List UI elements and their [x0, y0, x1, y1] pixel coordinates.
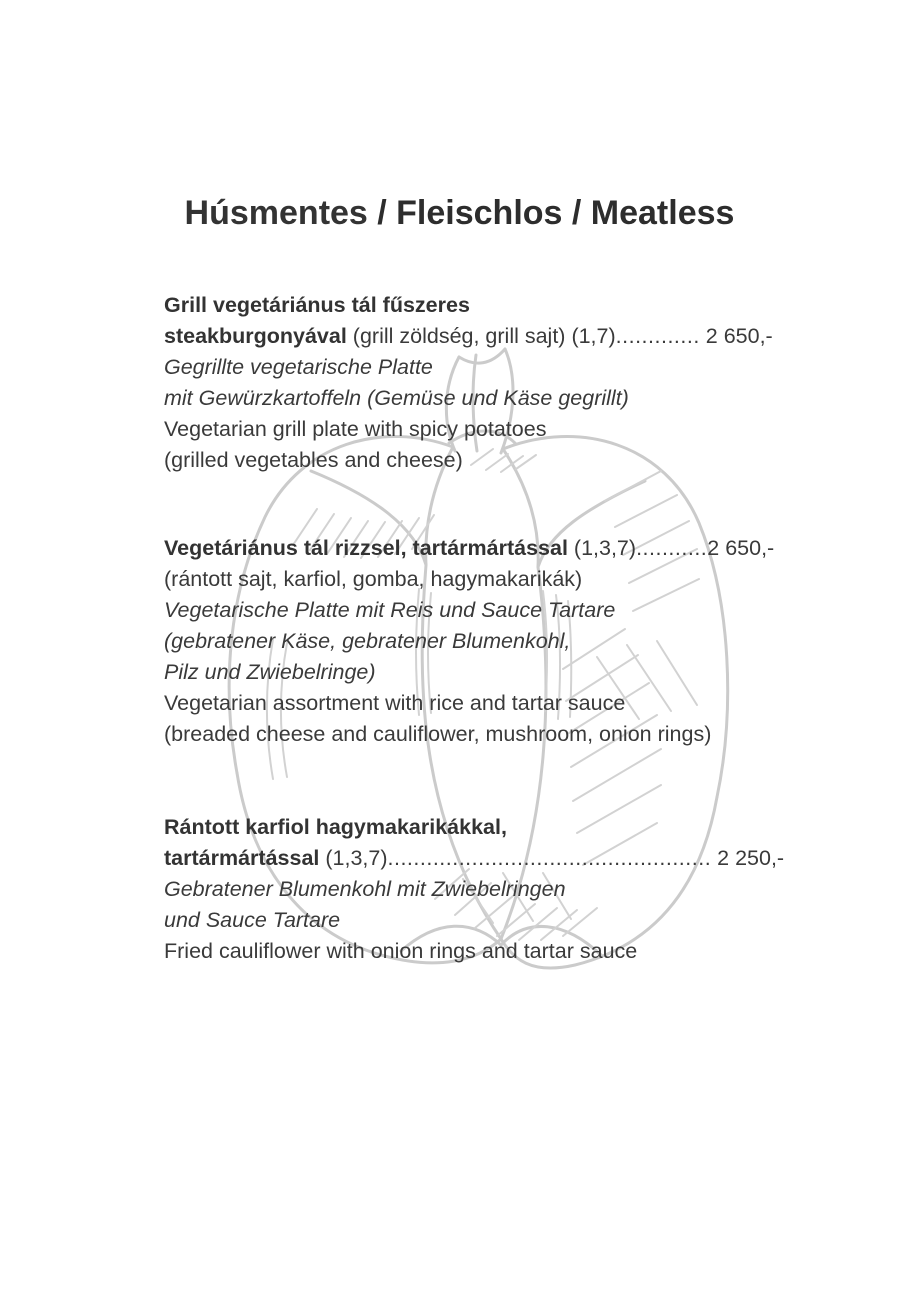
item-name-line: Grill vegetáriánus tál fűszeres: [164, 292, 470, 317]
menu-item-grill-vegetarian-plate: [164, 290, 794, 476]
item-desc-german: Pilz und Zwiebelringe): [164, 659, 376, 684]
item-name-continued: steakburgonyával: [164, 323, 347, 348]
item-desc-english: (grilled vegetables and cheese): [164, 447, 463, 472]
item-desc-german: Gebratener Blumenkohl mit Zwiebelringen: [164, 876, 566, 901]
item-desc-german: Gegrillte vegetarische Platte: [164, 354, 433, 379]
item-price-line: [164, 321, 794, 352]
page-title-hungarian: Húsmentes: [184, 193, 368, 232]
item-allergens: (1,3,7): [567, 535, 637, 560]
dot-leader: ..................................................: [387, 845, 712, 870]
item-desc-english: (breaded cheese and cauliflower, mushroom, onion rings): [164, 721, 712, 746]
page-title: [0, 23, 919, 234]
item-desc-german: mit Gewürzkartoffeln (Gemüse und Käse gegrillt): [164, 385, 629, 410]
dot-leader: ...........: [636, 535, 708, 560]
item-desc-english: Fried cauliflower with onion rings and tartar sauce: [164, 938, 638, 963]
menu-item-list: [164, 290, 794, 967]
item-desc-german: Vegetarische Platte mit Reis und Sauce Tartare: [164, 597, 616, 622]
menu-item-vegetarian-plate-rice: [164, 533, 794, 750]
page-title-translations: / Fleischlos / Meatless: [367, 193, 735, 232]
item-name: Vegetáriánus tál rizzsel, tartármártással: [164, 535, 568, 560]
item-desc-english: Vegetarian assortment with rice and tartar sauce: [164, 690, 626, 715]
item-desc-english: Vegetarian grill plate with spicy potatoes: [164, 416, 547, 441]
item-price-line: [164, 533, 794, 564]
price: 2 650,-: [707, 535, 775, 560]
menu-item-fried-cauliflower: [164, 812, 794, 967]
price: 2 250,-: [711, 845, 785, 870]
item-name-continued: tartármártással: [164, 845, 320, 870]
item-allergens: (1,3,7): [319, 845, 388, 870]
price: 2 650,-: [699, 323, 773, 348]
item-detail-hungarian: (rántott sajt, karfiol, gomba, hagymakarikák): [164, 566, 583, 591]
item-detail-and-allergens: (grill zöldség, grill sajt) (1,7): [346, 323, 616, 348]
item-desc-german: und Sauce Tartare: [164, 907, 341, 932]
item-price-line: [164, 843, 794, 874]
dot-leader: .............: [615, 323, 700, 348]
item-desc-german: (gebratener Käse, gebratener Blumenkohl,: [164, 628, 571, 653]
item-name-line: Rántott karfiol hagymakarikákkal,: [164, 814, 507, 839]
